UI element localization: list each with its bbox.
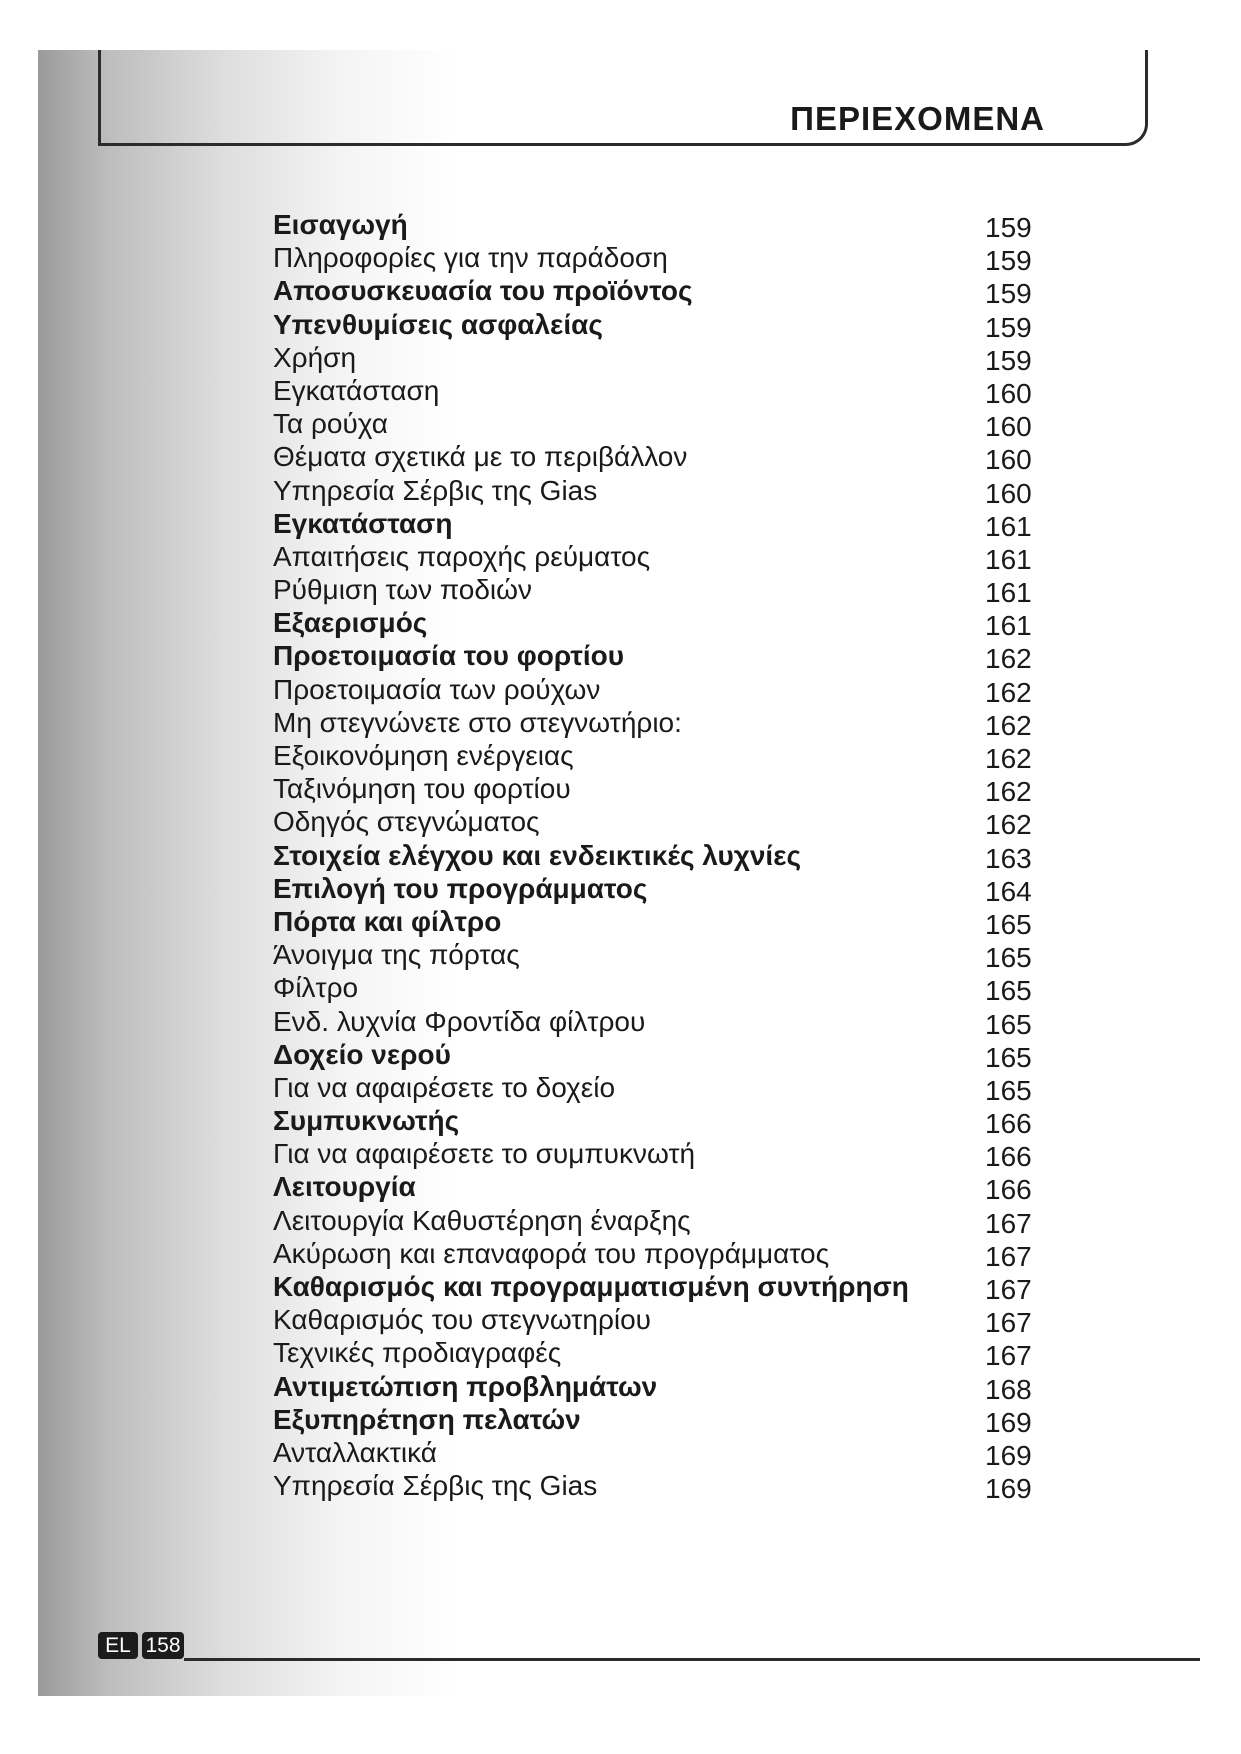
toc-subentry[interactable] <box>273 474 1053 507</box>
toc-entry-page: 169 <box>985 1473 1032 1505</box>
toc-subentry[interactable] <box>273 1469 1053 1505</box>
toc-section-heading[interactable] <box>273 308 1053 341</box>
toc-entry-title: Ακύρωση και επαναφορά του προγράμματος <box>273 1237 830 1269</box>
toc-entry-title: Απαιτήσεις παροχής ρεύματος <box>273 540 651 572</box>
toc-entry-title: Ρύθμιση των ποδιών <box>273 574 533 606</box>
toc-entry-page: 167 <box>985 1207 1032 1239</box>
toc-section-heading[interactable] <box>273 1170 1053 1206</box>
toc-entry-title: Θέματα σχετικά με το περιβάλλον <box>273 441 688 473</box>
page-number-badge: 158 <box>142 1632 184 1659</box>
toc-entry-title: Εξαερισμός <box>273 607 428 639</box>
toc-entry-page: 162 <box>985 676 1032 708</box>
toc-section-heading[interactable] <box>273 1270 1053 1303</box>
toc-entry-title: Καθαρισμός και προγραμματισμένη συντήρηση <box>273 1271 909 1302</box>
toc-entry-title: Λειτουργία <box>273 1171 416 1203</box>
toc-subentry[interactable] <box>273 1303 1053 1339</box>
toc-entry-title: Υπηρεσία Σέρβις της Gias <box>273 1470 598 1502</box>
toc-entry-page: 164 <box>985 875 1032 907</box>
toc-section-heading[interactable] <box>273 639 1053 675</box>
toc-entry-page: 161 <box>985 610 1032 642</box>
toc-subentry[interactable] <box>273 1204 1053 1237</box>
toc-subentry[interactable] <box>273 1071 1053 1104</box>
toc-subentry[interactable] <box>273 1436 1053 1469</box>
toc-entry-page: 167 <box>985 1307 1032 1339</box>
toc-subentry[interactable] <box>273 241 1053 277</box>
toc-section-heading[interactable] <box>273 1403 1053 1436</box>
toc-subentry[interactable] <box>273 573 1053 609</box>
toc-entry-page: 165 <box>985 942 1032 974</box>
toc-entry-title: Ταξινόμηση του φορτίου <box>273 773 571 805</box>
toc-entry-page: 166 <box>985 1174 1032 1206</box>
toc-subentry[interactable] <box>273 540 1053 573</box>
toc-subentry[interactable] <box>273 805 1053 841</box>
toc-entry-page: 162 <box>985 643 1032 675</box>
toc-entry-page: 165 <box>985 1041 1032 1073</box>
toc-section-heading[interactable] <box>273 872 1053 905</box>
toc-section-heading[interactable] <box>273 274 1053 310</box>
toc-entry-title: Δοχείο νερού <box>273 1038 451 1070</box>
toc-entry-page: 162 <box>985 776 1032 808</box>
toc-entry-page: 165 <box>985 1074 1032 1106</box>
toc-entry-page: 162 <box>985 709 1032 741</box>
toc-entry-title: Αποσυσκευασία του προϊόντος <box>273 275 693 307</box>
toc-entry-page: 162 <box>985 809 1032 841</box>
toc-entry-title: Εξυπηρέτηση πελατών <box>273 1403 581 1435</box>
toc-entry-title: Χρήση <box>273 341 357 373</box>
toc-entry-page: 161 <box>985 577 1032 609</box>
toc-section-heading[interactable] <box>273 905 1053 938</box>
toc-subentry[interactable] <box>273 772 1053 808</box>
toc-subentry[interactable] <box>273 673 1053 706</box>
toc-entry-page: 159 <box>985 278 1032 310</box>
toc-section-heading[interactable] <box>273 1104 1053 1140</box>
toc-subentry[interactable] <box>273 938 1053 974</box>
toc-section-heading[interactable] <box>273 1370 1053 1403</box>
toc-entry-title: Εξοικονόμηση ενέργειας <box>273 740 574 771</box>
toc-entry-page: 165 <box>985 975 1032 1007</box>
toc-subentry[interactable] <box>273 341 1053 374</box>
toc-entry-title: Για να αφαιρέσετε το δοχείο <box>273 1071 616 1103</box>
language-badge: EL <box>98 1632 138 1659</box>
toc-entry-page: 159 <box>985 245 1032 277</box>
toc-subentry[interactable] <box>273 1137 1053 1173</box>
toc-entry-page: 159 <box>985 344 1032 376</box>
toc-entry-title: Προετοιμασία του φορτίου <box>273 640 625 672</box>
toc-subentry[interactable] <box>273 440 1053 476</box>
toc-subentry[interactable] <box>273 971 1053 1007</box>
toc-section-heading[interactable] <box>273 839 1053 872</box>
toc-entry-page: 169 <box>985 1406 1032 1438</box>
toc-section-heading[interactable] <box>273 606 1053 642</box>
toc-entry-page: 160 <box>985 411 1032 443</box>
page-title: ΠΕΡΙΕΧΟΜΕΝΑ <box>790 100 1045 137</box>
toc-entry-title: Εισαγωγή <box>273 209 408 240</box>
toc-entry-page: 159 <box>985 311 1032 343</box>
toc-entry-title: Καθαρισμός του στεγνωτηρίου <box>273 1304 651 1336</box>
toc-section-heading[interactable] <box>273 208 1053 241</box>
toc-entry-title: Προετοιμασία των ρούχων <box>273 673 601 705</box>
footer-rule <box>184 1658 1200 1661</box>
toc-subentry[interactable] <box>273 407 1053 443</box>
toc-entry-page: 167 <box>985 1274 1032 1305</box>
toc-entry-page: 168 <box>985 1373 1032 1405</box>
toc-entry-page: 167 <box>985 1340 1032 1372</box>
toc-entry-page: 160 <box>985 477 1032 509</box>
toc-entry-title: Λειτουργία Καθυστέρηση έναρξης <box>273 1204 691 1236</box>
toc-entry-title: Πληροφορίες για την παράδοση <box>273 242 668 274</box>
toc-entry-title: Πόρτα και φίλτρο <box>273 905 502 937</box>
toc-entry-title: Τεχνικές προδιαγραφές <box>273 1337 562 1369</box>
toc-entry-title: Επιλογή του προγράμματος <box>273 872 648 904</box>
toc-entry-title: Στοιχεία ελέγχου και ενδεικτικές λυχνίες <box>273 839 802 871</box>
toc-entry-title: Αντιμετώπιση προβλημάτων <box>273 1370 658 1402</box>
toc-entry-page: 160 <box>985 377 1032 409</box>
toc-entry-title: Ανταλλακτικά <box>273 1436 437 1468</box>
toc-entry-title: Εγκατάσταση <box>273 507 453 539</box>
toc-entry-title: Για να αφαιρέσετε το συμπυκνωτή <box>273 1138 696 1170</box>
toc-subentry[interactable] <box>273 1336 1053 1372</box>
toc-subentry[interactable] <box>273 739 1053 772</box>
toc-entry-page: 167 <box>985 1240 1032 1272</box>
table-of-contents <box>273 208 1053 1505</box>
toc-entry-title: Συμπυκνωτής <box>273 1105 460 1137</box>
toc-entry-page: 166 <box>985 1108 1032 1140</box>
toc-subentry[interactable] <box>273 1005 1053 1038</box>
toc-section-heading[interactable] <box>273 507 1053 540</box>
toc-entry-page: 160 <box>985 444 1032 476</box>
toc-entry-title: Άνοιγμα της πόρτας <box>273 939 520 971</box>
toc-subentry[interactable] <box>273 374 1053 407</box>
toc-entry-page: 166 <box>985 1141 1032 1173</box>
toc-entry-title: Υπηρεσία Σέρβις της Gias <box>273 474 598 506</box>
toc-subentry[interactable] <box>273 706 1053 739</box>
toc-entry-title: Τα ρούχα <box>273 408 388 440</box>
toc-entry-title: Φίλτρο <box>273 972 359 1004</box>
toc-section-heading[interactable] <box>273 1038 1053 1071</box>
toc-entry-page: 165 <box>985 1008 1032 1040</box>
toc-subentry[interactable] <box>273 1237 1053 1270</box>
toc-entry-page: 161 <box>985 510 1032 542</box>
toc-entry-page: 163 <box>985 842 1032 874</box>
toc-entry-page: 169 <box>985 1439 1032 1471</box>
toc-entry-title: Μη στεγνώνετε στο στεγνωτήριο: <box>273 706 682 738</box>
toc-entry-page: 165 <box>985 908 1032 940</box>
toc-entry-title: Υπενθυμίσεις ασφαλείας <box>273 308 603 340</box>
toc-entry-title: Ενδ. λυχνία Φροντίδα φίλτρου <box>273 1005 646 1037</box>
toc-entry-title: Εγκατάσταση <box>273 374 440 406</box>
toc-entry-page: 162 <box>985 743 1032 774</box>
toc-entry-title: Οδηγός στεγνώματος <box>273 806 540 838</box>
toc-entry-page: 159 <box>985 212 1032 243</box>
toc-entry-page: 161 <box>985 543 1032 575</box>
footer <box>98 1632 1198 1662</box>
